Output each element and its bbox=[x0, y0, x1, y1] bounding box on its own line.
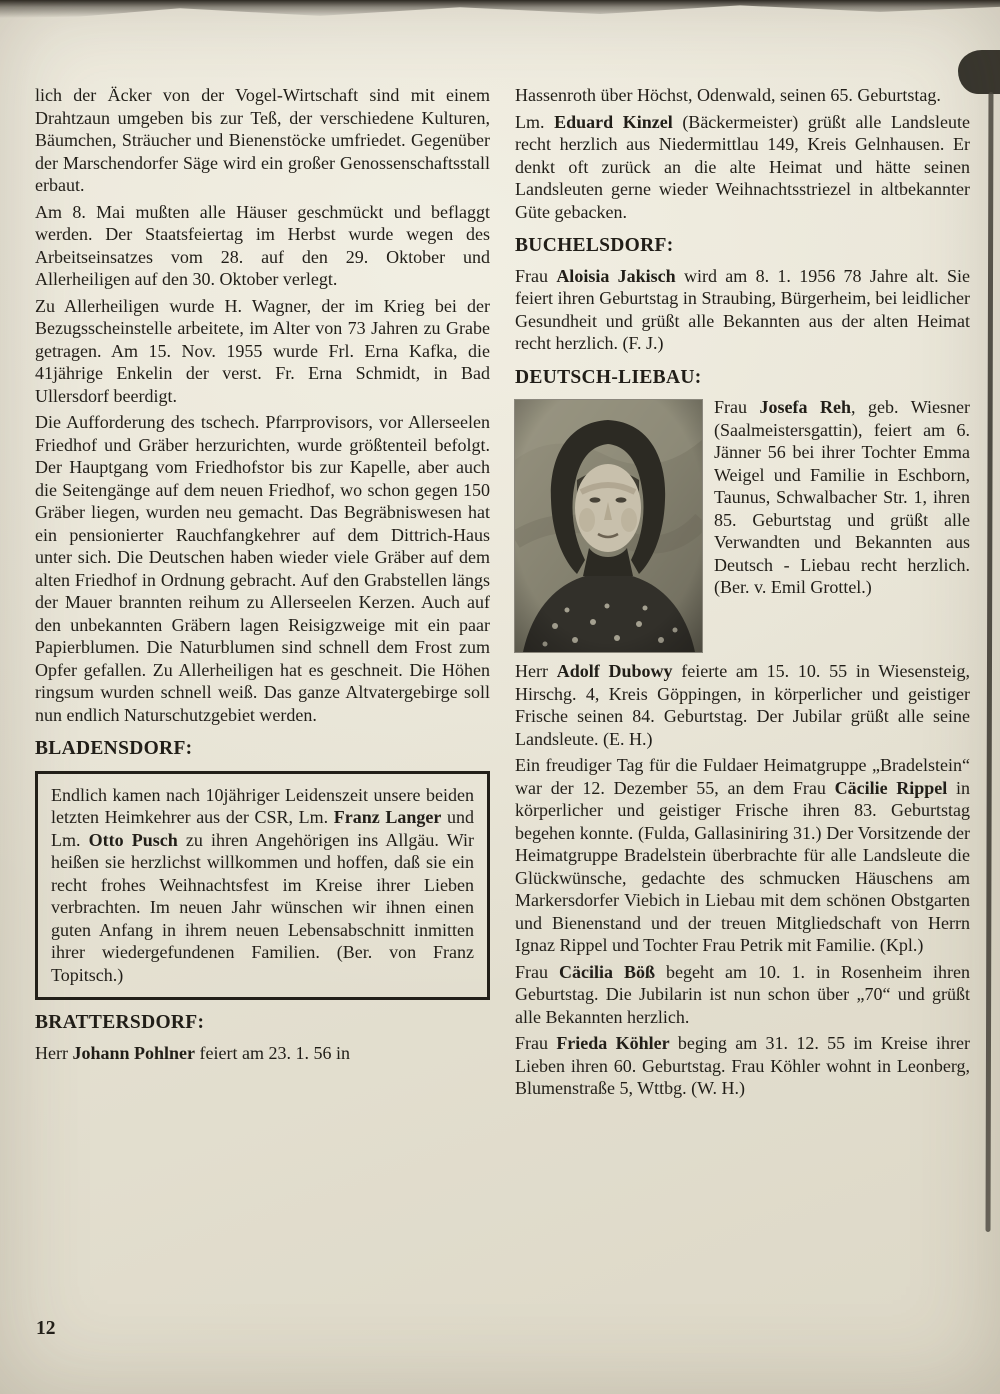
text-segment: (Bäckermeister) grüßt alle Landsleute recht herzlich aus Niedermittlau 149, Kreis Gelnhausen. Er denkt oft zurück an die alte Heimat und hätte seinen Landsleuten gerne wieder Weihnachtsstriezel in altbekannter Güte gebacken. bbox=[515, 111, 970, 222]
scan-artifact-right-line bbox=[986, 92, 994, 1232]
person-name: Frieda Köhler bbox=[556, 1033, 670, 1053]
section-heading-buchelsdorf: BUCHELSDORF: bbox=[515, 235, 674, 256]
paragraph bbox=[515, 265, 970, 355]
person-name: Franz Langer bbox=[333, 807, 442, 827]
text-segment: in körperlicher und geistiger Frische ihren 83. Geburtstag begehen konnte. (Fulda, Gallasiniring 31.) Der Vorsitzende der Heimatgruppe Bradelstein überbrachte für alle Landsleute die Glückwünsche, gedachte des schmucken Häuschens am Markersdorfer Viebich in Liebau mit dem schönen Obstgarten und Bienenstand und der treuen Mitgliedschaft von Herrn Ignaz Rippel und Tochter Frau Petrik mit Familie. (Kpl.) bbox=[515, 777, 970, 955]
section-heading-deutsch-liebau: DEUTSCH-LIEBAU: bbox=[515, 366, 702, 388]
two-column-layout bbox=[35, 84, 970, 1104]
person-name: Adolf Dubowy bbox=[556, 661, 673, 681]
paragraph bbox=[515, 961, 970, 1029]
person-name: Aloisia Jakisch bbox=[556, 265, 676, 286]
elderly-woman-portrait-image bbox=[515, 400, 702, 652]
text-segment: Frau bbox=[515, 1033, 557, 1053]
page-number: 12 bbox=[36, 1318, 56, 1339]
text-segment: und Lm. bbox=[51, 807, 474, 850]
paragraph: Hassenroth über Höchst, Odenwald, seinen 65. Geburtstag. bbox=[515, 85, 941, 105]
left-column bbox=[35, 84, 490, 1104]
paragraph bbox=[35, 1042, 490, 1065]
paragraph: Am 8. Mai mußten alle Häuser geschmückt und beflaggt werden. Der Staatsfeiertag im Herbst wurde wegen des Arbeitseinsatzes vom 28. auf den 29. Oktober und Allerheiligen auf den 30. Oktober verlegt. bbox=[35, 201, 490, 289]
person-name: Eduard Kinzel bbox=[554, 111, 673, 132]
boxed-notice bbox=[35, 771, 490, 1001]
scan-artifact-top-edge bbox=[0, 0, 1000, 18]
text-segment: Herr bbox=[35, 1042, 73, 1063]
portrait-photo bbox=[515, 400, 702, 652]
photo-with-text bbox=[515, 396, 970, 656]
text-segment: feiert am 23. 1. 56 in bbox=[195, 1042, 350, 1063]
text-segment: Frau bbox=[714, 397, 760, 417]
text-segment: Endlich kamen nach 10jähriger Leidenszeit unsere beiden letzten Heimkehrer aus der CSR, Lm. bbox=[51, 784, 474, 827]
paragraph bbox=[51, 784, 474, 987]
paragraph bbox=[515, 660, 970, 750]
text-segment: beging am 31. 12. 55 im Kreise ihrer Lieben ihren 60. Geburtstag. Frau Köhler wohnt in Leonberg, Blumenstraße 5, Wttbg. (W. H.) bbox=[515, 1033, 970, 1098]
section-heading-bladensdorf: BLADENSDORF: bbox=[35, 738, 193, 759]
section-heading-brattersdorf: BRATTERSDORF: bbox=[35, 1012, 205, 1033]
text-segment: Ein freudiger Tag für die Fuldaer Heimatgruppe „Bradelstein“ war der 12. Dezember 55, an dem Frau bbox=[515, 755, 970, 798]
text-segment: , geb. Wiesner (Saalmeistersgattin), feiert am 6. Jänner 56 bei ihrer Tochter Emma Weigel und Familie in Eschborn, Taunus, Schwalbacher Str. 1, ihren 85. Geburtstag und grüßt alle Verwandten und Bekannten aus Deutsch - Liebau recht herzlich. (Ber. v. Emil Grottel.) bbox=[714, 397, 970, 597]
text-segment: begeht am 10. 1. in Rosenheim ihren Geburtstag. Die Jubilarin ist nun schon über „70“ und grüßt alle Bekannten herzlich. bbox=[515, 961, 970, 1027]
text-segment: Herr bbox=[515, 661, 557, 681]
paragraph: Die Aufforderung des tschech. Pfarrprovisors, vor Allerseelen Friedhof und Gräber herzurichten, wurde größtenteil befolgt. Der Hauptgang vom Friedhofstor bis zur Kapelle, aber auch die Seitengänge auf dem neuen Friedhof, wo schon gegen 150 Gräber liegen, wurden neu gemacht. Das Begräbniswesen hat ein pensionierter Rauchfangkehrer auf dem Dittrich-Haus unter sich. Die Deutschen haben wieder viele Gräber auf dem alten Friedhof in Ordnung gebracht. Auf den Grabstellen längs der Mauer brannten reihum zu Allerseelen Kerzen. Auch auf den unbekannten Gräbern lagen Reisigzweige mit ein paar Papierblumen. Die Naturblumen sind schnell dem Frost zum Opfer gefallen. Zu Allerheiligen hat es geschneit. Die Höhen ringsum wurden schnell weiß. Das ganze Altvatergebirge soll nun endlich Naturschutzgebiet werden. bbox=[35, 412, 490, 725]
text-segment: zu ihren Angehörigen ins Allgäu. Wir heißen sie herzlichst willkommen und hoffen, daß sie ein recht frohes Weihnachtsfest im Kreise ihrer Lieben verbrachten. Im neuen Jahr wünschen wir ihnen einen guten Anfang in ihrem neuen Lebensabschnitt inmitten ihrer wiedergefundenen Familien. (Ber. von Franz Topitsch.) bbox=[51, 829, 474, 985]
person-name: Johann Pohlner bbox=[72, 1042, 196, 1063]
paragraph: lich der Äcker von der Vogel-Wirtschaft sind mit einem Drahtzaun umgeben bis zur Teß, der verschiedene Kulturen, Bäumchen, Sträucher und Bienenstöcke umfriedet. Gegenüber der Marschendorfer Säge wird ein großer Genossenschaftsstall erbaut. bbox=[35, 85, 490, 195]
right-column bbox=[515, 84, 970, 1104]
person-name: Josefa Reh bbox=[759, 397, 852, 417]
text-segment: wird am 8. 1. 1956 78 Jahre alt. Sie feiert ihren Geburtstag in Straubing, Bürgerheim, bei leidlicher Gesundheit und grüßt alle Bekannten aus der alten Heimat recht herzlich. (F. J.) bbox=[515, 265, 970, 353]
scan-artifact-right-blob bbox=[958, 50, 1000, 94]
text-segment: feierte am 15. 10. 55 in Wiesensteig, Hirschg. 4, Kreis Göppingen, in körperlicher und geistiger Frische seinen 84. Geburtstag. Der Jubilar grüßt alle seine Landsleute. (E. H.) bbox=[515, 661, 970, 749]
person-name: Otto Pusch bbox=[88, 829, 178, 850]
text-segment: Frau bbox=[515, 265, 557, 286]
person-name: Cäcilie Rippel bbox=[834, 777, 948, 798]
text-segment: Frau bbox=[515, 961, 559, 982]
paragraph: Zu Allerheiligen wurde H. Wagner, der im Krieg bei der Bezugsscheinstelle arbeitete, im Alter von 73 Jahren zu Grabe getragen. Am 15. Nov. 1955 wurde Frl. Erna Kafka, die 41jährige Enkelin der verst. Fr. Erna Schmidt, in Bad Ullersdorf beerdigt. bbox=[35, 295, 490, 406]
paragraph bbox=[515, 1032, 970, 1100]
text-segment: Lm. bbox=[515, 111, 555, 132]
paragraph bbox=[515, 754, 970, 957]
paragraph bbox=[515, 111, 970, 224]
person-name: Cäcilia Böß bbox=[559, 961, 656, 982]
